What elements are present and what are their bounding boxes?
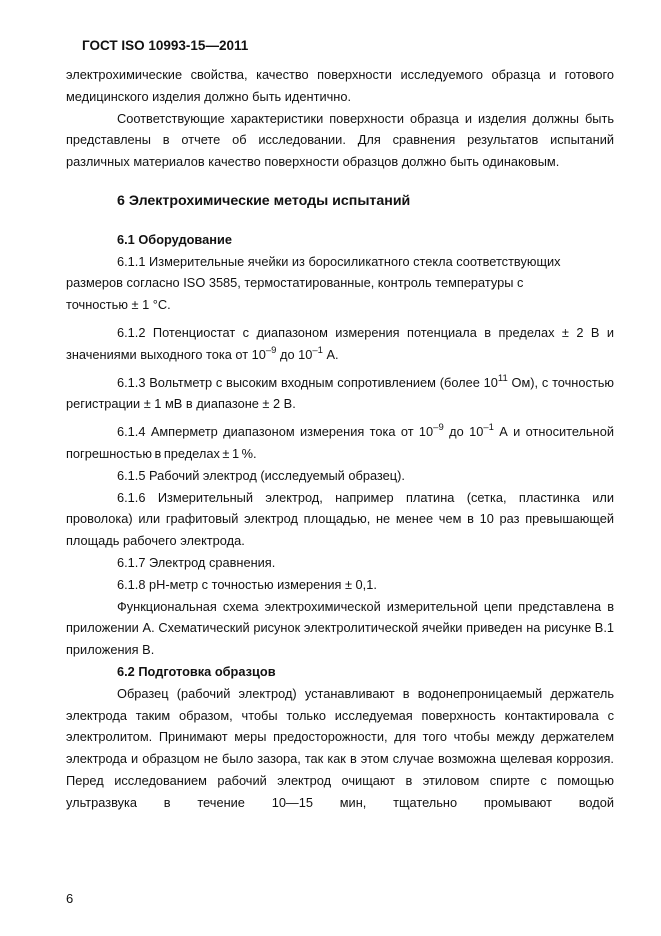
sample-preparation-paragraph: Образец (рабочий электрод) устанавливают в водонепроницаемый держатель электрода таким образом, чтобы только исследуемая поверхность контактировала с электролитом. Принимают меры предосторожности, для того чтобы между держателем электрода и образцом не было зазора, так как в этом случае возможна щелевая коррозия. Перед исследованием рабочий электрод очищают в этиловом спирте с помощью ультразвука в течение 10—15 мин, тщательно промывают водой [66, 685, 614, 810]
item-6-1-1-line-3: точностью ± 1 °С. [66, 297, 171, 313]
item-6-1-1-line-1: 6.1.1 Измерительные ячейки из боросиликатного стекла соответствующих [117, 253, 561, 269]
page-number: 6 [66, 891, 74, 906]
document-body [66, 64, 614, 814]
exponent: –9 [433, 422, 444, 434]
item-6-1-5: 6.1.5 Рабочий электрод (исследуемый образец). [117, 467, 405, 483]
item-6-1-8: 6.1.8 pH-метр с точностью измерения ± 0,1. [117, 576, 377, 592]
item-6-1-7: 6.1.7 Электрод сравнения. [117, 554, 276, 570]
exponent: –1 [483, 422, 494, 434]
item-6-1-3: 6.1.3 Вольтметр с высоким входным сопротивлением (более $10^{11}$ Ом), с точностью регистрации ± 1 мВ в диапазоне ± 2 В. [66, 372, 614, 412]
intro-paragraph-1: электрохимические свойства, качество поверхности исследуемого образца и готового медицинского изделия должно быть идентично. [66, 67, 614, 104]
section-6-2-heading: 6.2 Подготовка образцов [117, 663, 276, 679]
exponent: –1 [312, 344, 323, 356]
section-6-heading: 6 Электрохимические методы испытаний [117, 192, 411, 209]
item-6-1-2: 6.1.2 Потенциостат с диапазоном измерения потенциала в пределах ± 2 В и значениями выходного тока от $10^{-9}$ до $10^{-1}$ А. [66, 324, 614, 362]
item-6-1-4: 6.1.4 Амперметр диапазоном измерения тока от $10^{-9}$ до $10^{-1}$ А и относительной погрешностью в пределах ± 1 %. [66, 422, 614, 461]
intro-paragraph-2: Соответствующие характеристики поверхности образца и изделия должны быть представлены в отчете об исследовании. Для сравнения результатов испытаний различных материалов качество поверхности образцов должно быть одинаковым. [66, 110, 614, 170]
exponent: –9 [265, 344, 277, 356]
item-6-1-1 [66, 251, 614, 316]
exponent: 11 [497, 372, 508, 384]
section-6-1-heading: 6.1 Оборудование [117, 231, 232, 247]
item-6-1-6: 6.1.6 Измерительный электрод, например платина (сетка, пластинка или проволока) или графитовый электрод площадью, не менее чем в 10 раз превышающей площадь рабочего электрода. [66, 489, 614, 549]
circuit-reference-paragraph: Функциональная схема электрохимической измерительной цепи представлена в приложении А. Схематический рисунок электролитической ячейки приведен на рисунке В.1 приложения В. [66, 598, 614, 658]
standard-header: ГОСТ ISO 10993-15—2011 [82, 38, 249, 53]
item-6-1-1-line-2: размеров согласно ISO 3585, термостатированные, контроль температуры с [66, 275, 524, 291]
